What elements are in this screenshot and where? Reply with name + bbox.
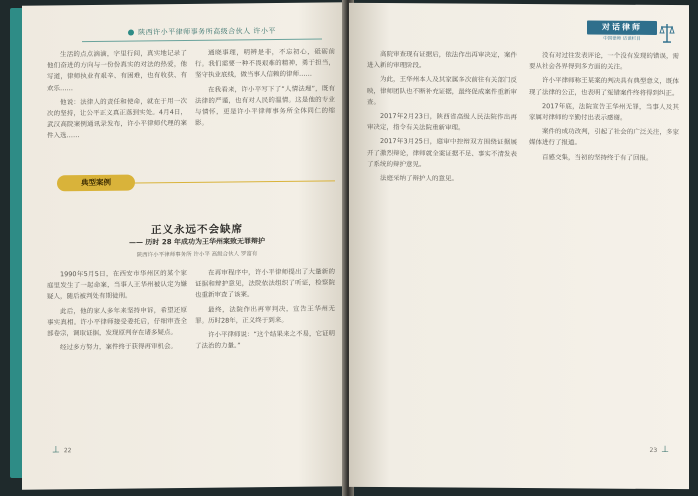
article-byline: 陕西许小平律师事务所 许小平 高级合伙人 罗富有 [136, 251, 258, 259]
left-bottom-column-1 [47, 268, 187, 357]
paragraph: 为此，王华州本人及其家属多次前往有关部门反映，律师团队也不断补充证据，最终促成案件重新审查。 [367, 75, 517, 106]
paragraph: 2017年2月23日，陕西省高级人民法院作出再审决定，指令有关法院重新审理。 [367, 112, 517, 132]
section-divider [135, 180, 335, 183]
left-header-text: 陕西许小平律师事务所高级合伙人 许小平 [138, 27, 276, 37]
paragraph: 通晓事理，明辨是非，不忘初心，砥砺前行。我们需要一种不畏艰难的精神，勇于担当，坚守执业底线，做当事人信赖的律师…… [195, 47, 335, 80]
left-page-number [52, 445, 71, 455]
right-page-header [585, 20, 675, 47]
paragraph: 百感交集，当初的坚持终于有了回报。 [542, 152, 653, 162]
left-page [22, 2, 347, 489]
paragraph: 许小平律师说：“这个结果来之不易，它证明了法治的力量。” [195, 329, 335, 351]
paragraph: 此后，他的家人多年来坚持申诉，希望还原事实真相。许小平律师接受委托后，仔细审查全部卷宗，调取证据，发现原判存在诸多疑点。 [47, 305, 187, 338]
paragraph: 经过多方努力，案件终于获得再审机会。 [60, 342, 177, 352]
left-top-column-1 [47, 48, 187, 145]
paragraph: 生活的点点滴滴，字里行间，真实地记录了他们奋进的方向与一份份真实的对法的热爱，他写道，律师执业有艰辛、有困难，也有收获、有欢乐…… [47, 48, 187, 93]
paragraph: 案件的成功改判，引起了社会的广泛关注，多家媒体进行了报道。 [529, 127, 679, 147]
right-page-number [650, 445, 669, 455]
paragraph: 他说：法律人的责任和使命，就在于用一次次的坚持，让公平正义真正落到实处。4月4日，武汉高院案例通讯录发布，许小平律师代理的案件入选…… [47, 96, 187, 140]
column-logo: 对话律师 [587, 20, 657, 34]
right-column-2 [529, 50, 679, 167]
page-mark-icon: ⊥ [661, 444, 669, 456]
right-page [349, 3, 689, 489]
page-mark-icon: ⊥ [52, 445, 60, 456]
left-page-header [82, 23, 322, 43]
paragraph: 许小平律师称王某案的判决具有典型意义，既体现了法律的公正，也表明了冤错案件终将得到纠正。 [529, 76, 679, 97]
paragraph: 在再审程序中，许小平律师提出了大量新的证据和辩护意见，法院依法组织了听证，检察院也重新审查了该案。 [195, 267, 335, 300]
paragraph: 最终，法院作出再审判决，宣告王华州无罪。历时28年，正义终于到来。 [195, 304, 335, 325]
article-title: 正义永远不会缺席 [151, 223, 243, 237]
scales-of-justice-icon [659, 21, 675, 45]
paragraph: 法庭采纳了辩护人的意见。 [380, 174, 458, 183]
column-logo-subtitle: 中国律师 访谈栏目 [603, 36, 641, 42]
paragraph: 2017年底，法院宣告王华州无罪，当事人及其家属对律师的辛勤付出表示感谢。 [529, 101, 679, 122]
article-subtitle: —— 历时 28 年成功为王华州案致无罪辩护 [128, 237, 266, 247]
section-badge: 典型案例 [57, 175, 135, 192]
left-bottom-column-2 [195, 266, 335, 355]
paragraph: 在我看来，许小平写下了“人情法理”，既有法律的严谨，也有对人民的温情。这是他的专业与情怀，更是许小平律师事务所全体同仁的缩影。 [195, 84, 335, 128]
right-folio: 23 [649, 446, 658, 454]
paragraph: 没有对过往发表评论，一个没有发现的错误，需要从社会各界得到多方面的关注。 [529, 51, 679, 71]
paragraph: 高院审查现有证据后，依法作出再审决定，案件进入新的审理阶段。 [367, 50, 517, 70]
left-folio: 22 [63, 447, 72, 455]
left-top-column-2 [195, 46, 335, 132]
paragraph: 2017年3月25日，庭审中控辩双方围绕证据展开了激烈辩论，律师就全案证据不足、事实不清发表了系统的辩护意见。 [367, 137, 517, 169]
header-dot-icon [128, 30, 134, 36]
right-column-1 [367, 49, 517, 188]
open-magazine [4, 0, 694, 496]
paragraph: 1990年5月5日，在西安市华州区的某个家庭里发生了一起命案，当事人王华州被认定为嫌疑人，随后被判处有期徒刑。 [47, 268, 187, 301]
